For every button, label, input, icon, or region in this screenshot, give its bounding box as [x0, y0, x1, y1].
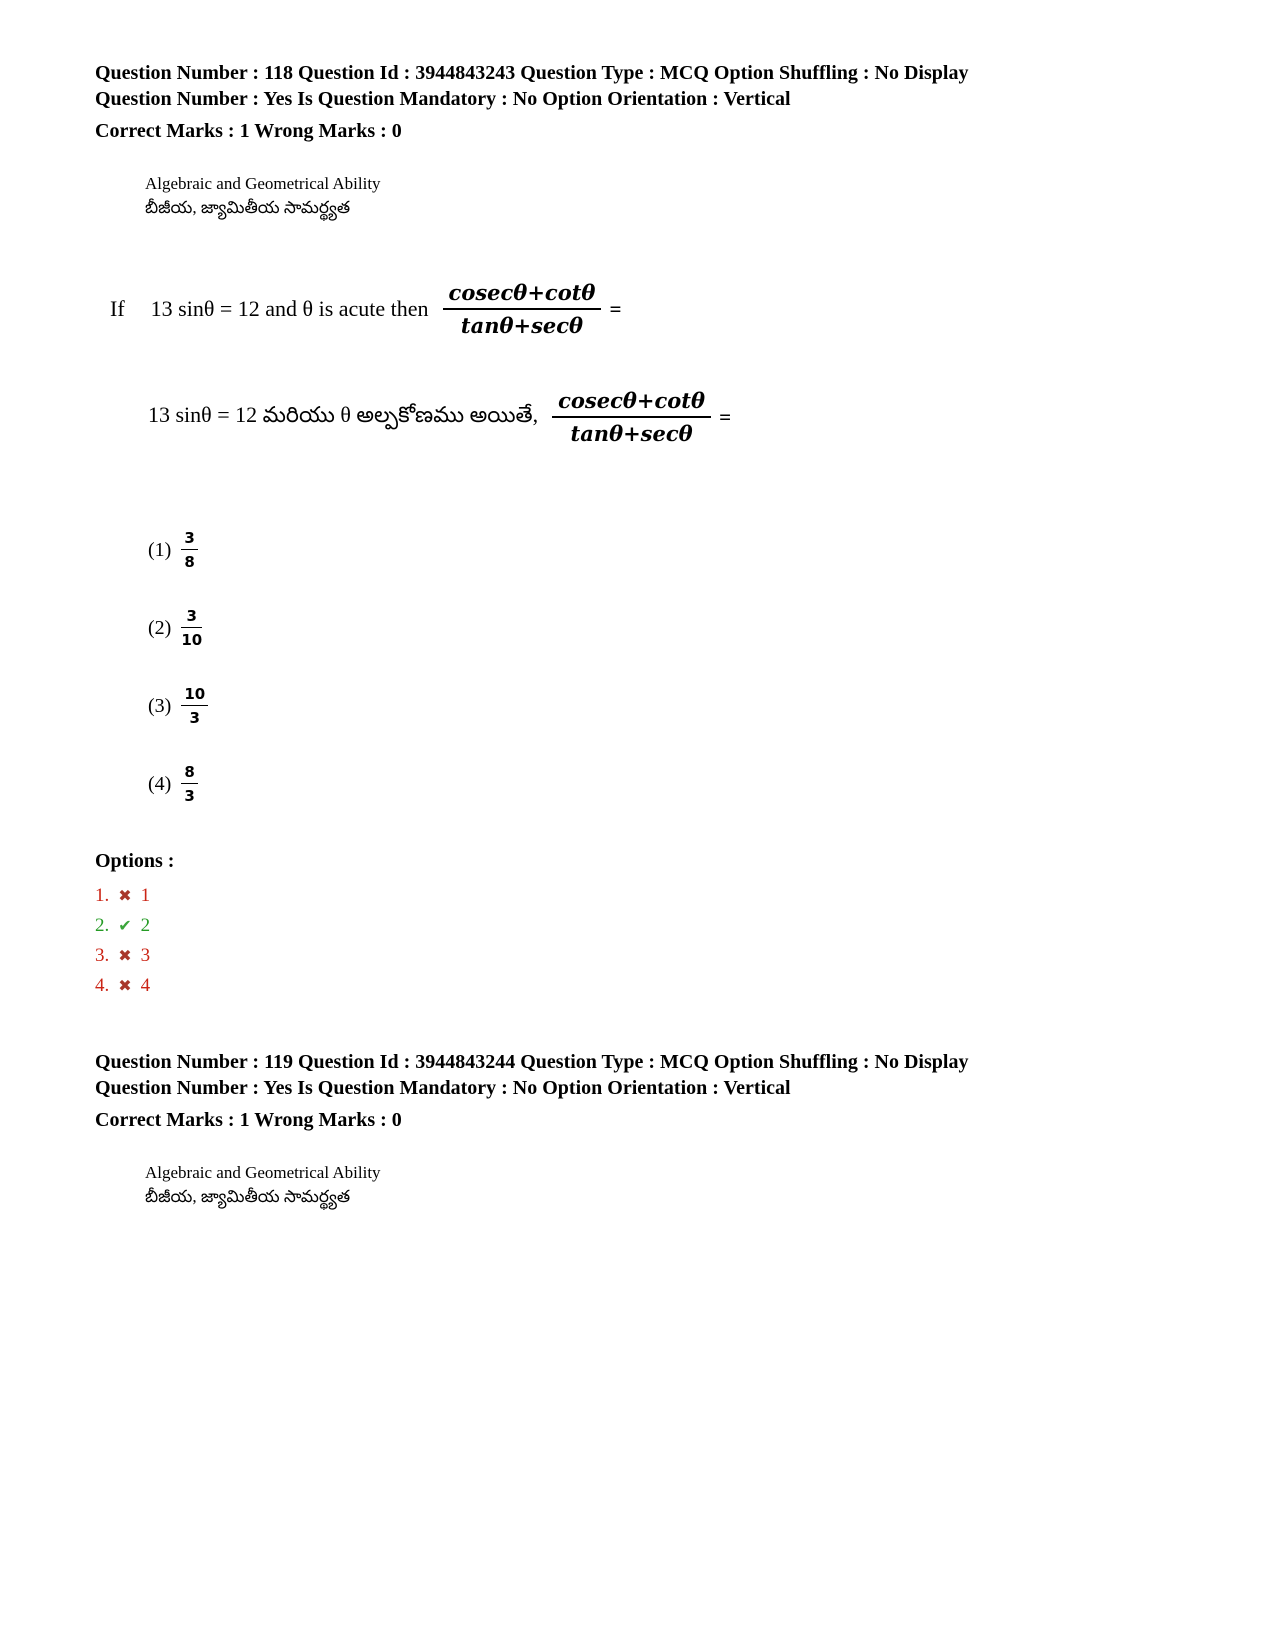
answer-choices: [148, 526, 1180, 808]
fraction-denominator: 10: [181, 631, 203, 649]
fraction-numerator: 3: [181, 529, 197, 550]
correct-check-icon: ✔: [118, 916, 132, 935]
fraction-denominator: tanθ+secθ: [460, 313, 584, 338]
section-name-telugu: బీజీయ, జ్యామితీయ సామర్థ్యత: [145, 198, 351, 217]
fraction-numerator: 3: [181, 607, 202, 628]
answer-row-index: 3.: [95, 945, 110, 966]
marks-line: Correct Marks : 1 Wrong Marks : 0: [95, 1109, 402, 1131]
answer-row-value: 4: [140, 975, 151, 996]
fraction-numerator: cosecθ+cotθ: [552, 388, 711, 418]
choice-3: [148, 682, 1180, 730]
choice-fraction: [181, 607, 202, 649]
choice-fraction: [181, 529, 197, 571]
choice-fraction: [181, 763, 197, 805]
choice-4: [148, 760, 1180, 808]
question-text-telugu: [148, 388, 1180, 446]
answer-key-rows: [95, 881, 1180, 1001]
fraction-numerator: cosecθ+cotθ: [443, 280, 602, 310]
question-meta-line-1: Question Number : 118 Question Id : 3944843243 Question Type : MCQ Option Shuffling : No Display: [95, 62, 969, 84]
fraction-numerator: 8: [181, 763, 197, 784]
answer-row-index: 2.: [95, 915, 110, 936]
wrong-cross-icon: ✖: [118, 976, 132, 995]
question-meta-header: [95, 60, 1105, 112]
marks-line: Correct Marks : 1 Wrong Marks : 0: [95, 120, 402, 142]
section-label: [145, 1161, 1180, 1209]
choice-fraction: [181, 685, 208, 727]
wrong-cross-icon: ✖: [118, 946, 132, 965]
fraction-denominator: 3: [184, 787, 195, 805]
question-fraction-english: [443, 280, 602, 338]
fraction-denominator: tanθ+secθ: [570, 421, 693, 446]
question-body-english: 13 sinθ = 12 and θ is acute then: [150, 296, 429, 321]
question-meta-line-2: Question Number : Yes Is Question Mandatory : No Option Orientation : Vertical: [95, 1077, 791, 1099]
section-name-english: Algebraic and Geometrical Ability: [145, 1163, 381, 1182]
answer-row-4: [95, 971, 1180, 1001]
options-heading: Options :: [95, 850, 175, 872]
question-fraction-telugu: [552, 388, 711, 446]
answer-row-3: [95, 941, 1180, 971]
answer-row-index: 4.: [95, 975, 110, 996]
equals-sign: =: [609, 296, 622, 321]
question-block-119: [95, 1049, 1180, 1209]
fraction-numerator: 10: [181, 685, 208, 706]
answer-row-index: 1.: [95, 885, 110, 906]
fraction-denominator: 3: [189, 709, 200, 727]
section-label: [145, 172, 1180, 220]
question-block-118: [95, 60, 1180, 1001]
section-name-english: Algebraic and Geometrical Ability: [145, 174, 381, 193]
choice-label: (2): [148, 616, 172, 639]
question-meta-line-2: Question Number : Yes Is Question Mandatory : No Option Orientation : Vertical: [95, 88, 791, 110]
section-name-telugu: బీజీయ, జ్యామితీయ సామర్థ్యత: [145, 1187, 351, 1206]
answer-row-value: 3: [140, 945, 151, 966]
question-lead-word: If: [110, 296, 125, 321]
choice-1: [148, 526, 1180, 574]
choice-label: (1): [148, 538, 172, 561]
question-meta-line-1: Question Number : 119 Question Id : 3944843244 Question Type : MCQ Option Shuffling : No Display: [95, 1051, 969, 1073]
question-text-english: [110, 280, 1180, 338]
answer-row-2: [95, 911, 1180, 941]
answer-row-value: 2: [140, 915, 151, 936]
choice-label: (3): [148, 694, 172, 717]
fraction-denominator: 8: [184, 553, 195, 571]
answer-row-1: [95, 881, 1180, 911]
choice-label: (4): [148, 772, 172, 795]
wrong-cross-icon: ✖: [118, 886, 132, 905]
question-meta-header: [95, 1049, 1105, 1101]
question-body-telugu: 13 sinθ = 12 మరియు θ అల్పకోణము అయితే,: [148, 401, 539, 427]
answer-row-value: 1: [140, 885, 151, 906]
choice-2: [148, 604, 1180, 652]
equals-sign: =: [719, 404, 731, 429]
